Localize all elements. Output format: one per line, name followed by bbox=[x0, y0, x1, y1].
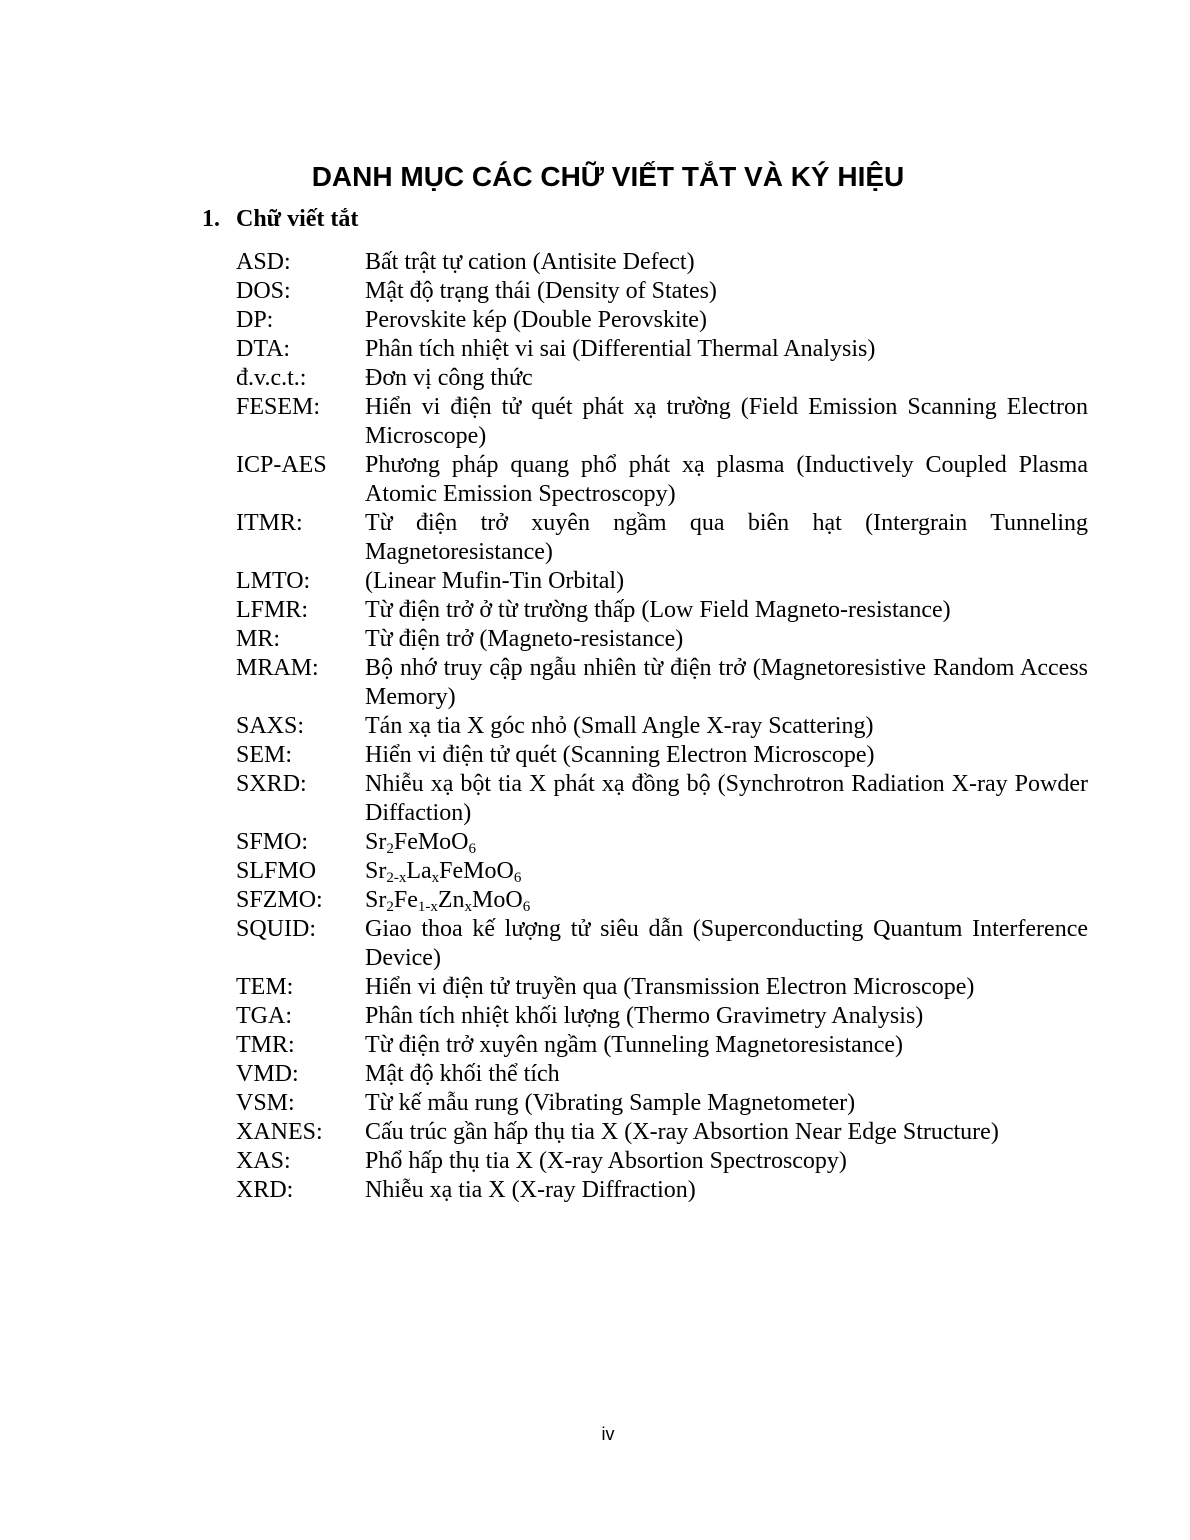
abbreviation-row bbox=[236, 393, 1088, 451]
formula-text: MoO bbox=[472, 887, 523, 913]
abbreviation-term: SEM: bbox=[236, 742, 293, 768]
page-title: DANH MỤC CÁC CHỮ VIẾT TẮT VÀ KÝ HIỆU bbox=[311, 160, 905, 192]
chemical-formula bbox=[365, 886, 1088, 915]
abbreviation-term: TEM: bbox=[236, 974, 294, 1000]
formula-text: La bbox=[406, 858, 432, 884]
abbreviation-row bbox=[236, 1002, 1088, 1031]
abbreviation-definition: Từ điện trở xuyên ngầm (Tunneling Magnetoresistance) bbox=[365, 1032, 904, 1058]
abbreviation-row bbox=[236, 1147, 1088, 1176]
abbreviation-row bbox=[236, 277, 1088, 306]
abbreviation-term: XRD: bbox=[236, 1177, 294, 1203]
formula-text: FeMoO bbox=[393, 829, 469, 855]
abbreviation-row bbox=[236, 509, 1088, 567]
abbreviation-row bbox=[236, 1089, 1088, 1118]
abbreviation-term: TMR: bbox=[236, 1032, 295, 1058]
abbreviation-row bbox=[236, 567, 1088, 596]
formula-text: Sr bbox=[365, 858, 387, 884]
formula-subscript: 2-x bbox=[386, 870, 407, 886]
abbreviation-row bbox=[236, 973, 1088, 1002]
abbreviation-term: FESEM: bbox=[236, 394, 321, 420]
formula-subscript: 1-x bbox=[417, 899, 438, 915]
abbreviation-term: đ.v.c.t.: bbox=[236, 365, 307, 391]
abbreviation-definition: Bất trật tự cation (Antisite Defect) bbox=[365, 249, 695, 275]
abbreviation-definition: Perovskite kép (Double Perovskite) bbox=[365, 307, 707, 333]
abbreviation-term: VSM: bbox=[236, 1090, 295, 1116]
formula-text: FeMoO bbox=[439, 858, 514, 884]
abbreviation-row bbox=[236, 596, 1088, 625]
abbreviation-term: LMTO: bbox=[236, 568, 311, 594]
abbreviation-row bbox=[236, 886, 1088, 915]
abbreviation-row bbox=[236, 451, 1088, 509]
formula-text: Zn bbox=[437, 887, 465, 913]
abbreviation-list bbox=[236, 248, 1088, 1205]
abbreviation-term: SLFMO bbox=[236, 858, 317, 884]
abbreviation-term: VMD: bbox=[236, 1061, 299, 1087]
abbreviation-definition: Mật độ khối thể tích bbox=[365, 1061, 560, 1087]
section-number: 1. bbox=[202, 206, 220, 232]
chemical-formula bbox=[365, 857, 1088, 886]
abbreviation-row bbox=[236, 654, 1088, 712]
abbreviation-definition: Nhiễu xạ bột tia X phát xạ đồng bộ (Synchrotron Radiation X-ray Powder Diffaction) bbox=[365, 771, 1088, 826]
abbreviation-row bbox=[236, 335, 1088, 364]
abbreviation-definition: Từ điện trở xuyên ngầm qua biên hạt (Intergrain Tunneling Magnetoresistance) bbox=[365, 510, 1088, 565]
abbreviation-row bbox=[236, 625, 1088, 654]
abbreviation-definition: Từ kế mẫu rung (Vibrating Sample Magnetometer) bbox=[365, 1090, 856, 1116]
formula-subscript: x bbox=[464, 899, 473, 915]
formula-subscript: 2 bbox=[386, 899, 394, 915]
abbreviation-definition: Nhiễu xạ tia X (X-ray Diffraction) bbox=[365, 1177, 696, 1203]
section-heading bbox=[202, 202, 358, 236]
formula-subscript: 6 bbox=[468, 841, 477, 857]
abbreviation-definition: Hiển vi điện tử quét phát xạ trường (Field Emission Scanning Electron Microscope) bbox=[365, 394, 1088, 449]
abbreviation-term: ICP-AES bbox=[236, 452, 327, 478]
formula-subscript: 6 bbox=[522, 899, 531, 915]
abbreviation-definition: Hiển vi điện tử truyền qua (Transmission Electron Microscope) bbox=[365, 974, 975, 1000]
abbreviation-row bbox=[236, 857, 1088, 886]
abbreviation-term: SXRD: bbox=[236, 771, 307, 797]
abbreviation-definition: Phương pháp quang phổ phát xạ plasma (Inductively Coupled Plasma Atomic Emission Spectroscopy) bbox=[365, 452, 1088, 507]
formula-text: Sr bbox=[365, 829, 387, 855]
page-number: iv bbox=[601, 1424, 615, 1444]
abbreviation-term: ITMR: bbox=[236, 510, 303, 536]
abbreviation-term: XAS: bbox=[236, 1148, 291, 1174]
abbreviation-term: XANES: bbox=[236, 1119, 323, 1145]
chemical-formula bbox=[365, 828, 1088, 857]
abbreviation-definition: (Linear Mufin-Tin Orbital) bbox=[365, 568, 625, 594]
abbreviation-definition: Phổ hấp thụ tia X (X-ray Absortion Spectroscopy) bbox=[365, 1148, 847, 1174]
abbreviation-term: SFZMO: bbox=[236, 887, 323, 913]
abbreviation-term: ASD: bbox=[236, 249, 291, 275]
formula-subscript: 2 bbox=[386, 841, 394, 857]
formula-subscript: x bbox=[431, 870, 440, 886]
abbreviation-term: TGA: bbox=[236, 1003, 292, 1029]
section-title: Chữ viết tắt bbox=[236, 206, 359, 232]
abbreviation-term: SFMO: bbox=[236, 829, 309, 855]
abbreviation-term: MR: bbox=[236, 626, 281, 652]
abbreviation-term: LFMR: bbox=[236, 597, 309, 623]
abbreviation-definition: Tán xạ tia X góc nhỏ (Small Angle X-ray Scattering) bbox=[365, 713, 874, 739]
abbreviation-row bbox=[236, 1031, 1088, 1060]
abbreviation-definition: Phân tích nhiệt vi sai (Differential Thermal Analysis) bbox=[365, 336, 876, 362]
abbreviation-definition: Đơn vị công thức bbox=[365, 365, 533, 391]
abbreviation-definition: Từ điện trở ở từ trường thấp (Low Field Magneto-resistance) bbox=[365, 597, 951, 623]
abbreviation-row bbox=[236, 770, 1088, 828]
abbreviation-definition: Mật độ trạng thái (Density of States) bbox=[365, 278, 717, 304]
abbreviation-definition: Cấu trúc gần hấp thụ tia X (X-ray Absortion Near Edge Structure) bbox=[365, 1119, 999, 1145]
abbreviation-term: SQUID: bbox=[236, 916, 317, 942]
abbreviation-row bbox=[236, 364, 1088, 393]
formula-subscript: 6 bbox=[513, 870, 522, 886]
abbreviation-row bbox=[236, 248, 1088, 277]
abbreviation-row bbox=[236, 741, 1088, 770]
formula-text: Sr bbox=[365, 887, 387, 913]
abbreviation-row bbox=[236, 915, 1088, 973]
abbreviation-definition: Phân tích nhiệt khối lượng (Thermo Gravimetry Analysis) bbox=[365, 1003, 924, 1029]
abbreviation-term: DTA: bbox=[236, 336, 291, 362]
abbreviation-definition: Bộ nhớ truy cập ngẫu nhiên từ điện trở (Magnetoresistive Random Access Memory) bbox=[365, 655, 1088, 710]
abbreviation-row bbox=[236, 828, 1088, 857]
abbreviation-definition: Từ điện trở (Magneto-resistance) bbox=[365, 626, 684, 652]
abbreviation-row bbox=[236, 306, 1088, 335]
abbreviation-term: MRAM: bbox=[236, 655, 319, 681]
abbreviation-term: SAXS: bbox=[236, 713, 305, 739]
abbreviation-row bbox=[236, 1060, 1088, 1089]
abbreviation-definition: Hiển vi điện tử quét (Scanning Electron Microscope) bbox=[365, 742, 875, 768]
abbreviation-term: DP: bbox=[236, 307, 274, 333]
formula-text: Fe bbox=[393, 887, 418, 913]
abbreviation-row bbox=[236, 712, 1088, 741]
abbreviation-definition: Giao thoa kế lượng tử siêu dẫn (Superconducting Quantum Interference Device) bbox=[365, 916, 1088, 971]
abbreviation-row bbox=[236, 1118, 1088, 1147]
abbreviation-row bbox=[236, 1176, 1088, 1205]
abbreviation-term: DOS: bbox=[236, 278, 291, 304]
